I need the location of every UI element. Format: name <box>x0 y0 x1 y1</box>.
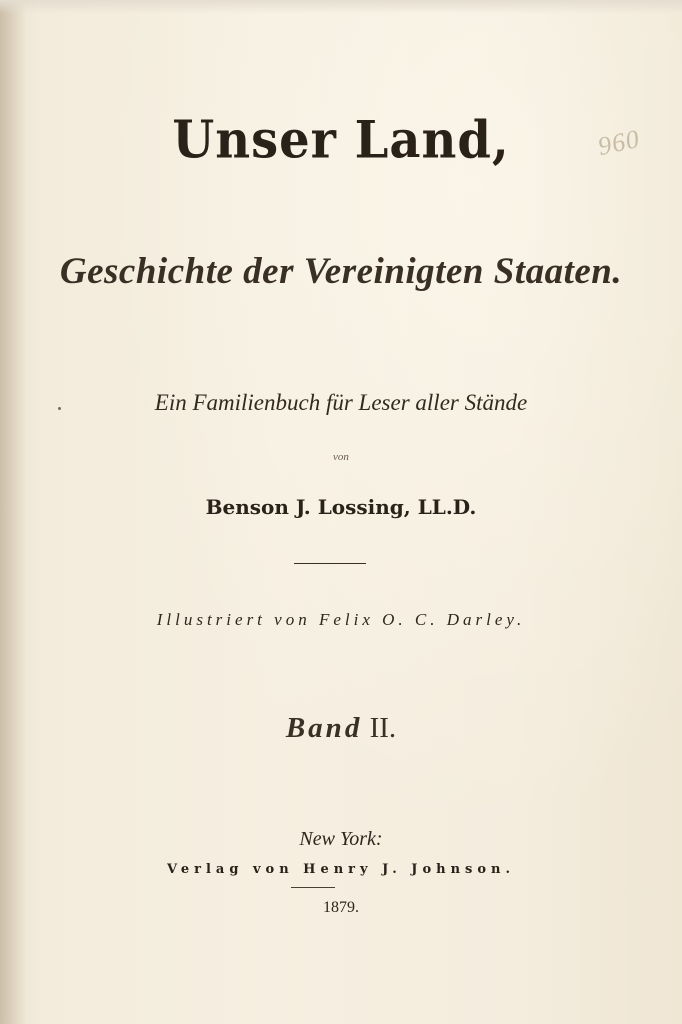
publication-year: 1879. <box>323 899 359 916</box>
publisher-name: Verlag von Henry J. Johnson. <box>166 862 515 877</box>
publication-city: New York: <box>299 828 383 850</box>
publisher-rule <box>291 887 335 888</box>
book-title: Unser Land, <box>172 109 510 171</box>
author-name: Benson J. Lossing, LL.D. <box>205 495 477 519</box>
pencil-annotation: 960 <box>595 123 643 162</box>
volume-label <box>0 712 682 745</box>
book-tagline: Ein Familienbuch für Leser aller Stände <box>154 390 528 415</box>
illustrator-credit: Illustriert von Felix O. C. Darley. <box>156 610 526 629</box>
volume-number: II. <box>369 712 397 744</box>
divider-rule <box>294 563 366 564</box>
by-word: von <box>333 451 349 463</box>
volume-word: Band <box>285 712 363 744</box>
book-subtitle: Geschichte der Vereinigten Staaten. <box>59 251 623 292</box>
